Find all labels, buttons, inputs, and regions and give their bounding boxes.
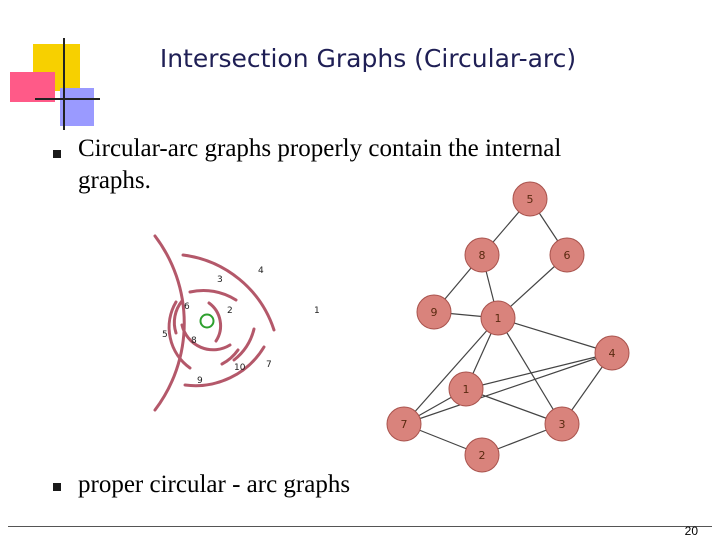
- arc-label-1: 1: [314, 306, 320, 316]
- arc-label-6: 6: [184, 302, 190, 312]
- arc-label-5: 5: [162, 330, 168, 340]
- arc-label-10: 10: [234, 363, 246, 373]
- arc-label-9: 9: [197, 376, 203, 386]
- graph-node-label: 2: [478, 449, 486, 462]
- graph-node-label: 1: [494, 312, 502, 325]
- graph-node-label: 4: [608, 347, 616, 360]
- footer-divider: [8, 526, 712, 527]
- center-circle: [201, 315, 214, 328]
- graph-node-label: 7: [400, 418, 408, 431]
- arc-label-3: 3: [217, 275, 223, 285]
- bullet-1-line-1: Circular-arc graphs properly contain the internal: [78, 135, 562, 162]
- arc-2: [209, 303, 221, 341]
- graph-node-label: 8: [478, 249, 486, 262]
- arc-label-4: 4: [258, 266, 264, 276]
- bullet-2-text: proper circular - arc graphs: [78, 471, 351, 498]
- arc-label-7: 7: [266, 360, 272, 370]
- arc-8: [182, 325, 230, 350]
- graph-node-label: 1: [462, 383, 470, 396]
- arc-label-8: 8: [191, 336, 197, 346]
- arc-label-2: 2: [227, 306, 233, 316]
- graph-node-label: 6: [563, 249, 571, 262]
- circular-arc-diagram: [155, 236, 274, 410]
- arc-3: [190, 290, 236, 300]
- graph-node-label: 9: [430, 306, 438, 319]
- arc-7: [234, 329, 254, 360]
- slide-title: Intersection Graphs (Circular-arc): [159, 44, 577, 73]
- graph-edge: [498, 318, 562, 424]
- graph-node-label: 5: [526, 193, 534, 206]
- bullet-1-line-2: graphs.: [78, 167, 151, 194]
- graph-node-label: 3: [558, 418, 566, 431]
- page-number: 20: [684, 524, 698, 538]
- graph-edge: [498, 318, 612, 353]
